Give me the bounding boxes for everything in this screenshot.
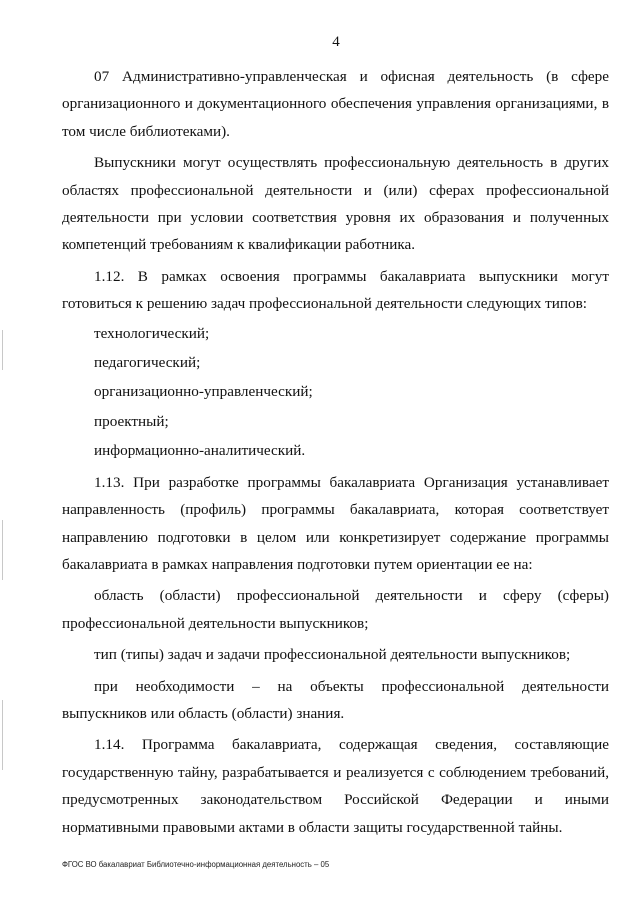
paragraph-1-13: 1.13. При разработке программы бакалавриата Организация устанавливает направленность (профиль) программы бакалавриата, которая соответствует направлению подготовки в целом или конкретизирует содержание программы бакалавриата в рамках направления подготовки путем ориентации ее на: — [62, 473, 609, 573]
scan-edge-mark — [2, 520, 3, 580]
document-footer: ФГОС ВО бакалавриат Библиотечно-информационная деятельность – 05 — [62, 860, 330, 869]
scan-edge-mark — [2, 330, 3, 370]
task-type-item: информационно-аналитический. — [94, 442, 306, 460]
paragraph-1-12: 1.12. В рамках освоения программы бакалавриата выпускники могут готовиться к решению задач профессиональной деятельности следующих типов: — [62, 267, 609, 313]
task-type-item: организационно-управленческий; — [94, 383, 313, 401]
paragraph-1-14: 1.14. Программа бакалавриата, содержащая сведения, составляющие государственную тайну, разрабатывается и реализуется с соблюдением требований, предусмотренных законодательством Российской Федерации и иными нормативными правовыми актами в области защиты государственной тайны. — [62, 736, 609, 836]
scan-edge-mark — [2, 700, 3, 770]
task-type-item: проектный; — [94, 412, 169, 430]
paragraph-objects: при необходимости – на объекты профессиональной деятельности выпускников или область (области) знания. — [62, 677, 609, 722]
paragraph-graduates: Выпускники могут осуществлять профессиональную деятельность в других областях профессиональной деятельности и (или) сферах профессиональной деятельности при условии соответствия уровня их образования и полученных компетенций требованиям к квалификации работника. — [62, 154, 609, 254]
paragraph-area: область (области) профессиональной деятельности и сферу (сферы) профессиональной деятельности выпускников; — [62, 587, 609, 632]
document-body — [62, 63, 609, 841]
paragraph-07-admin: 07 Административно-управленческая и офисная деятельность (в сфере организационного и документационного обеспечения управления организациями, в том числе библиотеками). — [62, 68, 609, 140]
task-type-item: педагогический; — [94, 354, 201, 372]
page-number: 4 — [332, 34, 340, 50]
task-type-item: технологический; — [94, 324, 210, 342]
paragraph-task-types: тип (типы) задач и задачи профессиональной деятельности выпускников; — [94, 646, 571, 664]
